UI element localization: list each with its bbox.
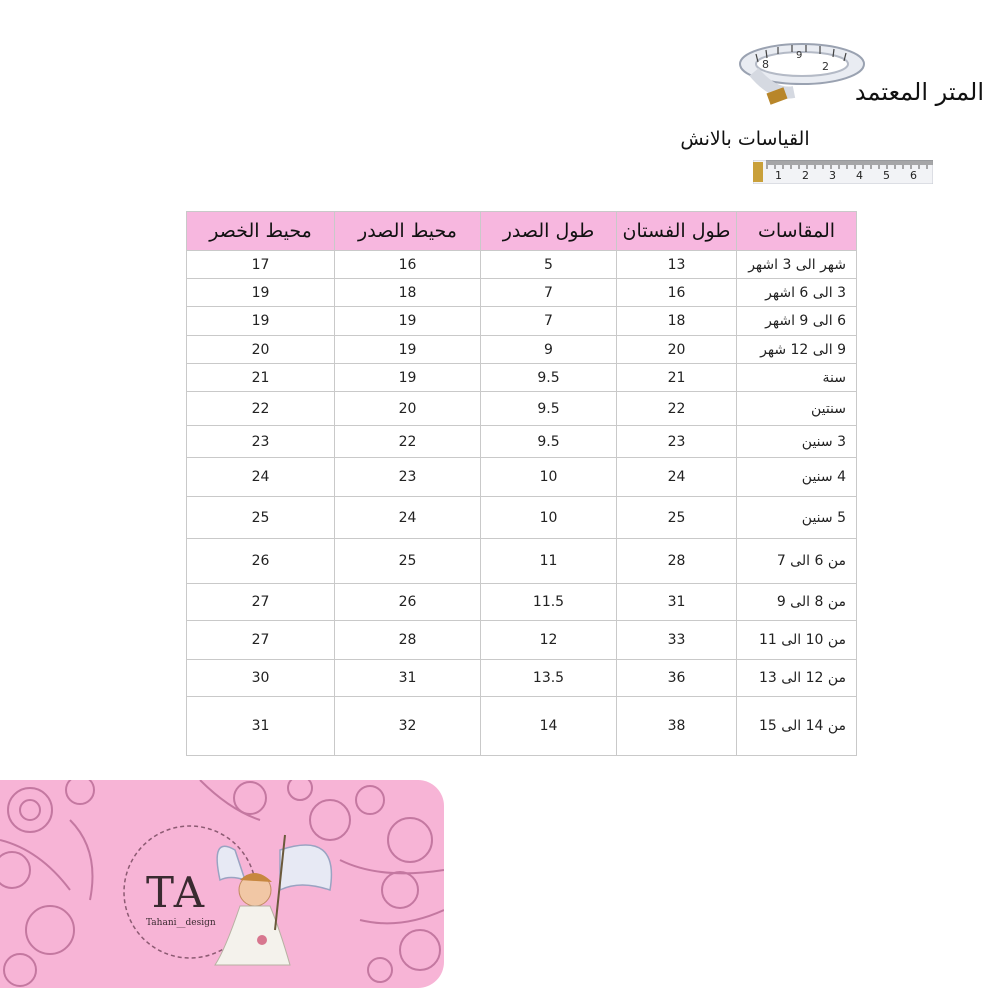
- table-row: [187, 697, 857, 756]
- ruler-tick-label: 2: [802, 169, 809, 182]
- size-label-cell: 6 الى 9 اشهر: [737, 307, 857, 336]
- table-cell: 13: [617, 251, 737, 279]
- svg-text:9: 9: [796, 50, 803, 61]
- table-cell: 23: [335, 458, 481, 497]
- table-cell: 31: [617, 584, 737, 621]
- table-cell: 11.5: [481, 584, 617, 621]
- table-cell: 18: [617, 307, 737, 336]
- angel-illustration-icon: [0, 780, 444, 988]
- table-cell: 27: [187, 584, 335, 621]
- ruler-tick-label: 4: [856, 169, 863, 182]
- table-cell: 21: [617, 364, 737, 392]
- size-label-cell: شهر الى 3 اشهر: [737, 251, 857, 279]
- table-cell: 17: [187, 251, 335, 279]
- table-cell: 7: [481, 307, 617, 336]
- table-row: [187, 426, 857, 458]
- column-header: طول الفستان: [617, 212, 737, 251]
- brand-logo: TA: [146, 868, 207, 917]
- table-row: [187, 458, 857, 497]
- table-row: [187, 251, 857, 279]
- table-cell: 16: [617, 279, 737, 307]
- table-cell: 11: [481, 539, 617, 584]
- table-cell: 16: [335, 251, 481, 279]
- size-label-cell: 9 الى 12 شهر: [737, 336, 857, 364]
- table-row: [187, 279, 857, 307]
- table-header-row: [187, 212, 857, 251]
- table-cell: 13.5: [481, 660, 617, 697]
- table-cell: 36: [617, 660, 737, 697]
- table-cell: 32: [335, 697, 481, 756]
- table-cell: 24: [187, 458, 335, 497]
- table-cell: 22: [617, 392, 737, 426]
- table-row: [187, 621, 857, 660]
- table-cell: 23: [617, 426, 737, 458]
- table-cell: 14: [481, 697, 617, 756]
- size-label-cell: سنتين: [737, 392, 857, 426]
- table-cell: 19: [335, 336, 481, 364]
- table-cell: 26: [187, 539, 335, 584]
- size-label-cell: سنة: [737, 364, 857, 392]
- table-row: [187, 539, 857, 584]
- size-chart-table: [186, 211, 857, 756]
- measurement-unit-label: القياسات بالانش: [680, 128, 810, 150]
- svg-text:2: 2: [822, 60, 829, 73]
- table-cell: 25: [187, 497, 335, 539]
- page-title: المتر المعتمد: [854, 78, 984, 106]
- table-cell: 19: [335, 307, 481, 336]
- table-cell: 26: [335, 584, 481, 621]
- table-cell: 23: [187, 426, 335, 458]
- brand-name: Tahani__design: [146, 918, 216, 928]
- table-cell: 21: [187, 364, 335, 392]
- table-cell: 22: [187, 392, 335, 426]
- size-label-cell: من 6 الى 7: [737, 539, 857, 584]
- table-cell: 27: [187, 621, 335, 660]
- table-cell: 9.5: [481, 364, 617, 392]
- table-cell: 5: [481, 251, 617, 279]
- table-cell: 20: [617, 336, 737, 364]
- table-cell: 19: [187, 307, 335, 336]
- size-label-cell: 5 سنين: [737, 497, 857, 539]
- ruler-tick-label: 3: [829, 169, 836, 182]
- size-label-cell: 4 سنين: [737, 458, 857, 497]
- ruler-tick-label: 6: [910, 169, 917, 182]
- table-cell: 30: [187, 660, 335, 697]
- table-cell: 24: [335, 497, 481, 539]
- table-cell: 28: [335, 621, 481, 660]
- table-cell: 12: [481, 621, 617, 660]
- table-row: [187, 392, 857, 426]
- table-cell: 22: [335, 426, 481, 458]
- table-cell: 19: [335, 364, 481, 392]
- table-row: [187, 336, 857, 364]
- table-cell: 19: [187, 279, 335, 307]
- table-cell: 31: [187, 697, 335, 756]
- svg-text:8: 8: [762, 58, 769, 71]
- table-row: [187, 307, 857, 336]
- tape-measure-coil-icon: [734, 26, 870, 118]
- table-cell: 10: [481, 497, 617, 539]
- column-header: طول الصدر: [481, 212, 617, 251]
- table-cell: 20: [335, 392, 481, 426]
- column-header: محيط الصدر: [335, 212, 481, 251]
- table-row: [187, 364, 857, 392]
- table-cell: 33: [617, 621, 737, 660]
- table-cell: 18: [335, 279, 481, 307]
- table-cell: 25: [617, 497, 737, 539]
- ruler-tick-label: 1: [775, 169, 782, 182]
- table-cell: 28: [617, 539, 737, 584]
- table-cell: 31: [335, 660, 481, 697]
- table-cell: 25: [335, 539, 481, 584]
- size-label-cell: من 10 الى 11: [737, 621, 857, 660]
- table-cell: 9.5: [481, 392, 617, 426]
- size-label-cell: 3 سنين: [737, 426, 857, 458]
- size-label-cell: من 12 الى 13: [737, 660, 857, 697]
- column-header: محيط الخصر: [187, 212, 335, 251]
- size-label-cell: من 14 الى 15: [737, 697, 857, 756]
- table-cell: 9: [481, 336, 617, 364]
- size-label-cell: 3 الى 6 اشهر: [737, 279, 857, 307]
- table-row: [187, 497, 857, 539]
- ruler-icon: [753, 160, 933, 184]
- ruler-tick-label: 5: [883, 169, 890, 182]
- table-cell: 7: [481, 279, 617, 307]
- column-header: المقاسات: [737, 212, 857, 251]
- size-label-cell: من 8 الى 9: [737, 584, 857, 621]
- table-cell: 9.5: [481, 426, 617, 458]
- table-row: [187, 660, 857, 697]
- table-cell: 24: [617, 458, 737, 497]
- table-row: [187, 584, 857, 621]
- table-cell: 38: [617, 697, 737, 756]
- brand-banner: [0, 780, 444, 988]
- table-cell: 10: [481, 458, 617, 497]
- table-cell: 20: [187, 336, 335, 364]
